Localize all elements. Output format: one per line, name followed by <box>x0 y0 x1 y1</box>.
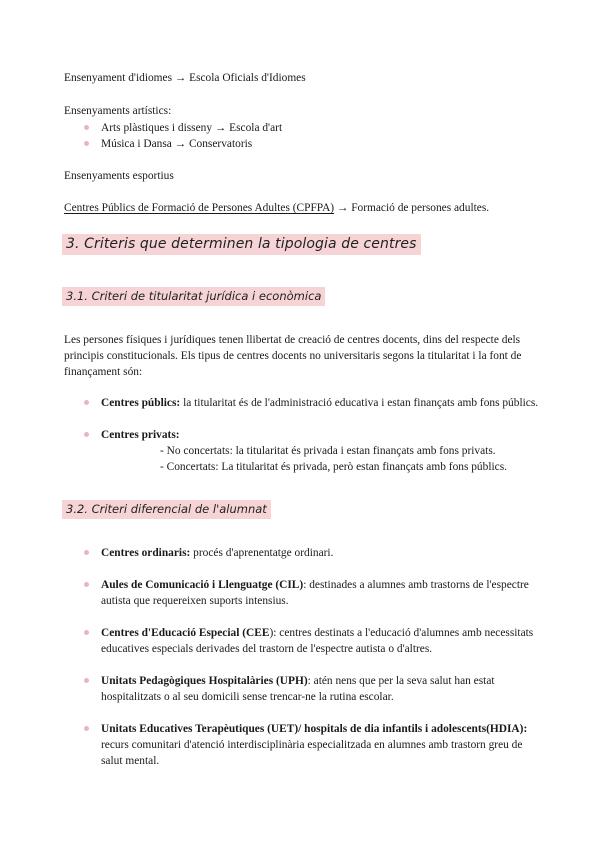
list-item: Centres d'Educació Especial (CEE): centres destinats a l'educació d'alumnes amb necessitats educatives especials derivades del trastorn de l'espectre autista o d'altres. <box>84 625 544 657</box>
list-item: Centres ordinaris: procés d'aprenentatge ordinari. <box>84 545 544 561</box>
bullet-icon <box>84 141 89 146</box>
list-item: Música i Dansa → Conservatoris <box>84 136 544 152</box>
cpffa-link[interactable]: Centres Públics de Formació de Persones Adultes (CPFPA) <box>64 202 335 214</box>
list-item: Arts plàstiques i disseny → Escola d'art <box>84 120 544 136</box>
bullet-icon <box>84 678 89 683</box>
bullet-icon <box>84 400 89 405</box>
bullet-icon <box>84 432 89 437</box>
idiomes-line: Ensenyament d'idiomes → Escola Oficials d'Idiomes <box>64 72 306 84</box>
list-item: Unitats Pedagògiques Hospitalàries (UPH): atén nens que per la seva salut han estat hospitalitzats o al seu domicili sense trencar-ne la rutina escolar. <box>84 673 544 705</box>
bullet-icon <box>84 726 89 731</box>
bullet-icon <box>84 582 89 587</box>
esportius-line: Ensenyaments esportius <box>64 170 174 182</box>
no-concertats-line: - No concertats: la titularitat és privada i estan finançats amb fons privats. <box>160 445 496 457</box>
section-3-heading: 3. Criteris que determinen la tipologia de centres <box>62 234 421 255</box>
concertats-line: - Concertats: La titularitat és privada, però estan finançats amb fons públics. <box>160 461 507 473</box>
section-3-1-heading: 3.1. Criteri de titularitat jurídica i econòmica <box>62 287 325 306</box>
cpffa-line: Centres Públics de Formació de Persones Adultes (CPFPA) → Formació de persones adultes. <box>64 202 490 214</box>
list-item: Centres públics: la titularitat és de l'administració educativa i estan finançats amb fons públics. <box>84 395 544 411</box>
section-3-1-intro: Les persones físiques i jurídiques tenen llibertat de creació de centres docents, dins del respecte dels principis constitucionals. Els tipus de centres docents no universitaris segons la titularitat i la font de finançament són: <box>64 334 522 378</box>
list-item: Unitats Educatives Terapèutiques (UET)/ hospitals de dia infantils i adolescents(HDIA): recurs comunitari d'atenció interdisciplinària especialitzada en alumnes amb trastorn greu de salut mental. <box>84 721 544 769</box>
bullet-icon <box>84 125 89 130</box>
section-3-2-heading: 3.2. Criteri diferencial de l'alumnat <box>62 500 271 519</box>
bullet-icon <box>84 550 89 555</box>
list-item: Centres privats: <box>84 427 544 443</box>
list-item: Aules de Comunicació i Llenguatge (CIL): destinades a alumnes amb trastorns de l'espectre autista que requereixen suports intensius. <box>84 577 544 609</box>
bullet-icon <box>84 630 89 635</box>
artistics-title: Ensenyaments artístics: <box>64 105 172 117</box>
